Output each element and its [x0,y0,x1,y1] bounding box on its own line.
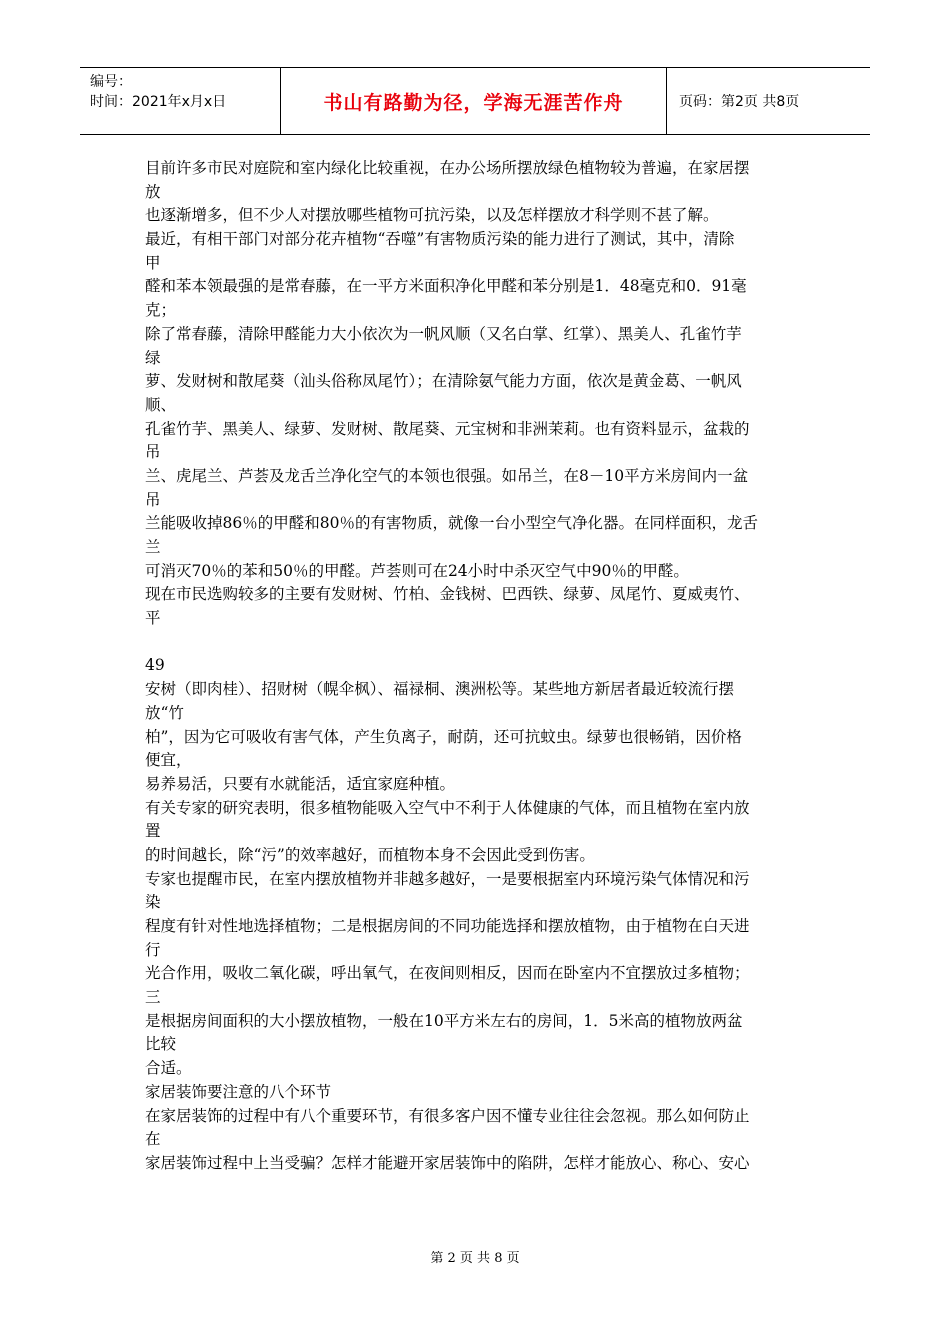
text-line: 光合作用，吸收二氧化碳，呼出氧气，在夜间则相反，因而在卧室内不宜摆放过多植物； [145,964,750,983]
text-line: 安树（即肉桂）、招财树（幌伞枫）、福禄桐、澳洲松等。某些地方新居者最近较流行摆 [145,680,735,699]
text-line: 克； [145,301,177,320]
text-line: 最近，有相干部门对部分花卉植物“吞噬”有害物质污染的能力进行了测试，其中，清除 [145,230,735,249]
text-line: 目前许多市民对庭院和室内绿化比较重视，在办公场所摆放绿色植物较为普遍，在家居摆 [145,159,750,177]
text-line: 49 [145,656,165,675]
page-footer: 第 2 页 共 8 页 [430,1251,520,1266]
text-line: 醛和苯本领最强的是常春藤，在一平方米面积净化甲醛和苯分别是1．48毫克和0．91毫 [145,277,747,296]
text-line: 便宜， [145,751,192,770]
text-line: 专家也提醒市民，在室内摆放植物并非越多越好，一是要根据室内环境污染气体情况和污 [145,869,750,888]
text-line [145,631,815,655]
text-line: 平 [145,609,161,628]
header-motto-cell [281,68,667,134]
text-line: 萝、发财树和散尾葵（汕头俗称凤尾竹）；在清除氨气能力方面，依次是黄金葛、一帆风 [145,372,742,391]
text-line: 比较 [145,1035,177,1054]
time-label: 时间：2021年x月x日 [90,94,227,110]
text-line: 顺、 [145,395,177,414]
text-line: 家居装饰过程中上当受骗？怎样才能避开家居装饰中的陷阱，怎样才能放心、称心、安心 [145,1153,750,1172]
text-line: 除了常春藤，清除甲醛能力大小依次为一帆风顺（又名白掌、红掌）、黑美人、孔雀竹芋 [145,324,742,343]
text-line: 易养易活，只要有水就能活，适宜家庭种植。 [145,774,456,793]
text-line: 兰、虎尾兰、芦荟及龙舌兰净化空气的本领也很强。如吊兰，在8－10平方米房间内一盆 [145,466,749,485]
text-line: 吊 [145,490,161,509]
document-body [145,157,815,1176]
text-line: 放“竹 [145,703,184,722]
text-line: 合适。 [145,1059,192,1078]
header-info-cell [80,68,281,134]
text-line: 现在市民选购较多的主要有发财树、竹柏、金钱树、巴西铁、绿萝、凤尾竹、夏威夷竹、 [145,585,750,604]
text-line: 放 [145,182,161,201]
text-line: 行 [145,940,161,959]
text-line: 甲 [145,253,161,272]
text-line: 兰能吸收掉86％的甲醛和80％的有害物质，就像一台小型空气净化器。在同样面积，龙舌 [145,514,758,533]
text-line: 绿 [145,348,161,367]
text-line: 在家居装饰的过程中有八个重要环节，有很多客户因不懂专业往往会忽视。那么如何防止 [145,1106,750,1125]
text-line: 可消灭70％的苯和50％的甲醛。芦荟则可在24小时中杀灭空气中90％的甲醛。 [145,561,689,580]
text-line: 的时间越长，除“污”的效率越好，而植物本身不会因此受到伤害。 [145,845,595,864]
text-line: 有关专家的研究表明，很多植物能吸入空气中不利于人体健康的气体，而且植物在室内放 [145,798,750,817]
text-line: 家居装饰要注意的八个环节 [145,1082,332,1101]
text-line: 吊 [145,443,161,462]
text-line: 三 [145,988,161,1007]
page-info: 页码：第2页 共8页 [679,94,800,110]
motto-text: 书山有路勤为径，学海无涯苦作舟 [323,91,624,114]
header-page-cell [667,68,870,134]
text-line: 是根据房间面积的大小摆放植物，一般在10平方米左右的房间，1．5米高的植物放两盆 [145,1011,743,1030]
text-line: 兰 [145,538,161,556]
text-line: 置 [145,822,161,841]
text-line: 也逐渐增多，但不少人对摆放哪些植物可抗污染，以及怎样摆放才科学则不甚了解。 [145,206,719,225]
text-line: 程度有针对性地选择植物；二是根据房间的不同功能选择和摆放植物，由于植物在白天进 [145,917,750,935]
text-line: 孔雀竹芋、黑美人、绿萝、发财树、散尾葵、元宝树和非洲茉莉。也有资料显示，盆栽的 [145,419,750,438]
text-line: 柏”，因为它可吸收有害气体，产生负离子，耐荫，还可抗蚊虫。绿萝也很畅销，因价格 [145,727,742,746]
number-label: 编号： [90,74,132,90]
text-line: 染 [145,893,161,912]
text-line: 在 [145,1130,161,1149]
page-header [80,67,870,135]
